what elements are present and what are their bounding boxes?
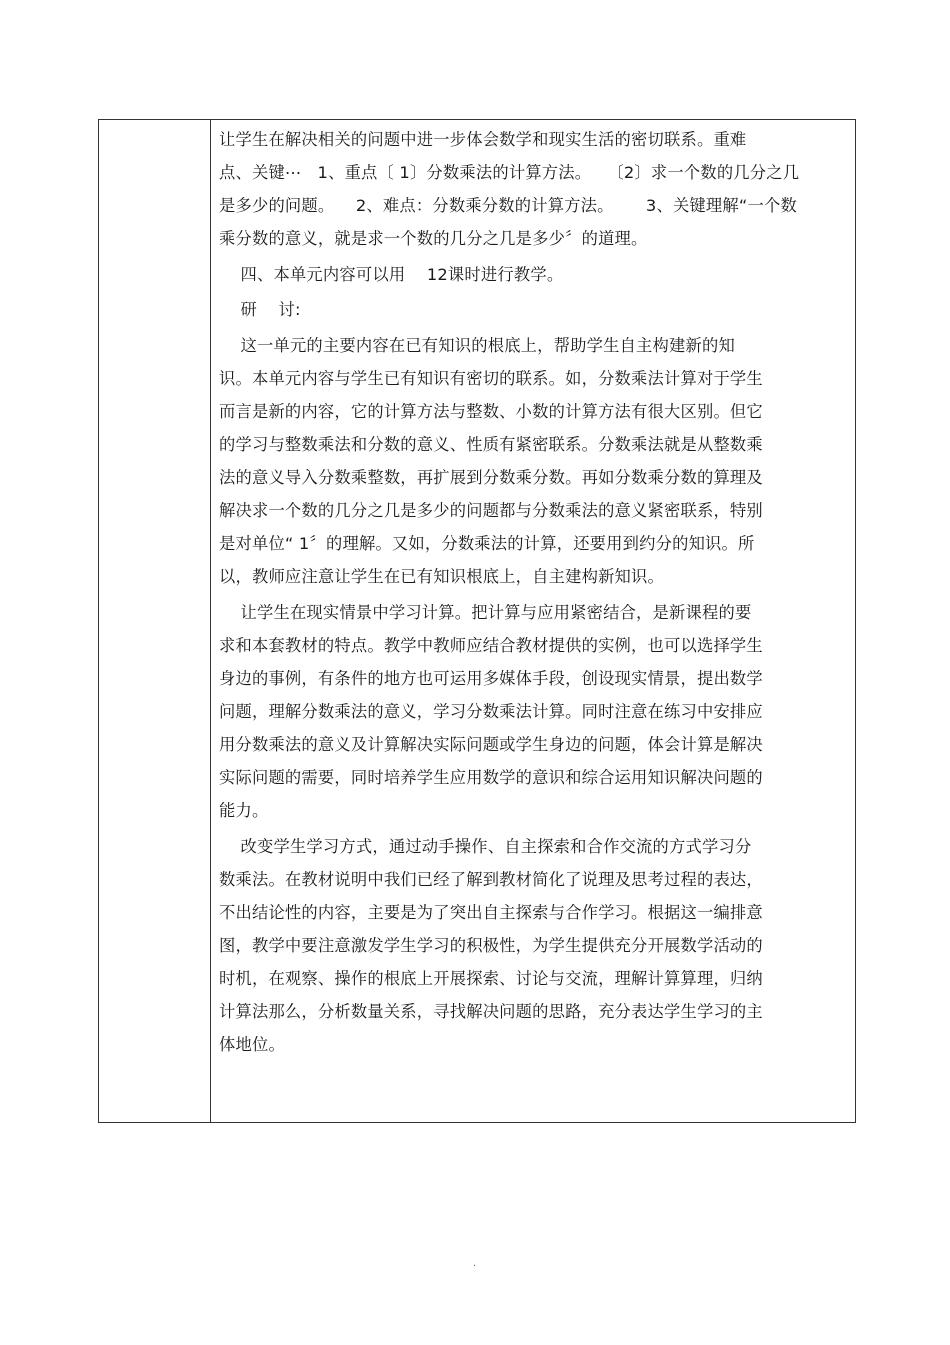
text-line: 以，教师应注意让学生在已有知识根底上，自主建构新知识。	[219, 567, 664, 586]
text-line: 不出结论性的内容，主要是为了突出自主探索与合作学习。根据这一编排意	[219, 903, 763, 922]
text-line: 体地位。	[219, 1035, 285, 1054]
text-line: 让学生在解决相关的问题中进一步体会数学和现实生活的密切联系。重难	[219, 130, 747, 149]
text-line: 实际问题的需要，同时培养学生应用数学的意识和综合运用知识解决问题的	[219, 768, 763, 787]
text-line: 让学生在现实情景中学习计算。把计算与应用紧密结合，是新课程的要	[219, 603, 752, 622]
text-line: 识。本单元内容与学生已有知识有密切的联系。如，分数乘法计算对于学生	[219, 369, 763, 388]
text-line: 问题，理解分数乘法的意义，学习分数乘法计算。同时注意在练习中安排应	[219, 702, 763, 721]
text-line: 点、关键⋯ 1、重点〔 1〕分数乘法的计算方法。 〔2〕求一个数的几分之几	[219, 163, 800, 182]
text-line: 计算法那么，分析数量关系，寻找解决问题的思路，充分表达学生学习的主	[219, 1002, 763, 1021]
text-line: 乘分数的意义，就是求一个数的几分之几是多少〞的道理。	[219, 229, 648, 248]
text-line: 能力。	[219, 801, 269, 820]
text-line: 研 讨:	[219, 300, 301, 319]
text-line: 图，教学中要注意激发学生学习的积极性，为学生提供充分开展数学活动的	[219, 936, 763, 955]
text-line: 数乘法。在教材说明中我们已经了解到教材简化了说理及思考过程的表达，	[219, 870, 763, 889]
text-line: 四、本单元内容可以用 12课时进行教学。	[219, 265, 564, 284]
text-line: 的学习与整数乘法和分数的意义、性质有紧密联系。分数乘法就是从整数乘	[219, 435, 763, 454]
text-line: 这一单元的主要内容在已有知识的根底上，帮助学生自主构建新的知	[219, 336, 735, 355]
text-line: 求和本套教材的特点。教学中教师应结合教材提供的实例，也可以选择学生	[219, 636, 763, 655]
text-line: 是对单位“ 1〞的理解。又如，分数乘法的计算，还要用到约分的知识。所	[219, 534, 755, 553]
text-line: 是多少的问题。 2、难点：分数乘分数的计算方法。 3、关键理解“一个数	[219, 196, 797, 215]
text-line: 身边的事例，有条件的地方也可运用多媒体手段，创设现实情景，提出数学	[219, 669, 763, 688]
text-line: 而言是新的内容，它的计算方法与整数、小数的计算方法有很大区别。但它	[219, 402, 763, 421]
text-line: 时机，在观察、操作的根底上开展探索、讨论与交流，理解计算算理，归纳	[219, 969, 763, 988]
page-footer-mark: .	[473, 1258, 477, 1269]
text-line: 解决求一个数的几分之几是多少的问题都与分数乘法的意义紧密联系，特别	[219, 501, 763, 520]
lesson-plan-table	[98, 119, 856, 1123]
text-line: 用分数乘法的意义及计算解决实际问题或学生身边的问题，体会计算是解决	[219, 735, 763, 754]
text-line: 改变学生学习方式，通过动手操作、自主探索和合作交流的方式学习分	[219, 837, 752, 856]
table-left-column	[99, 120, 211, 1122]
text-line: 法的意义导入分数乘整数，再扩展到分数乘分数。再如分数乘分数的算理及	[219, 468, 763, 487]
